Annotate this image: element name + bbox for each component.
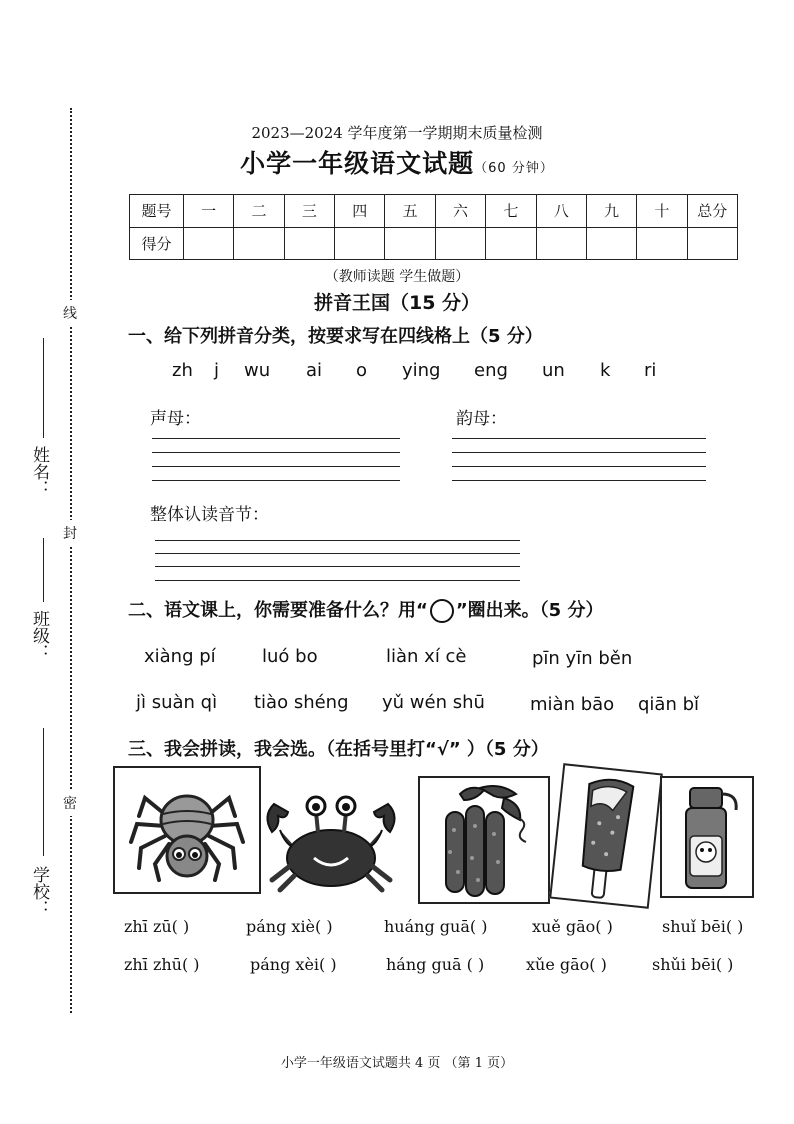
exam-term: 2023—2024 学年度第一学期期末质量检测 <box>251 124 543 142</box>
q2-title-part1: 二、语文课上，你需要准备什么？用“ <box>128 600 428 621</box>
q2-title <box>128 596 603 623</box>
school-field-label: 学校： <box>29 866 49 917</box>
spider-icon <box>115 768 259 892</box>
score-col: 二 <box>234 195 284 228</box>
q2-option[interactable]: xiàng pí <box>144 646 216 667</box>
cucumber-picture <box>418 776 550 904</box>
pinyin-item: wu <box>244 360 271 381</box>
score-col: 八 <box>536 195 586 228</box>
exam-duration: （60 分钟） <box>474 161 554 176</box>
popsicle-picture <box>549 763 663 909</box>
class-field-line[interactable] <box>43 538 44 602</box>
grid-line <box>155 566 520 567</box>
q3-answer-option[interactable]: zhī zhū( ) <box>124 955 200 974</box>
score-cell[interactable] <box>536 227 586 260</box>
q3-answer-option[interactable]: páng xiè( ) <box>246 917 333 936</box>
score-cell[interactable] <box>284 227 334 260</box>
q3-answer-option[interactable]: shuǐ bēi( ) <box>662 917 744 936</box>
pinyin-item: ying <box>402 360 441 381</box>
score-cell[interactable] <box>184 227 234 260</box>
score-row-label: 得分 <box>130 227 184 260</box>
grid-line <box>152 466 400 467</box>
score-table <box>129 194 738 260</box>
q3-answer-option[interactable]: xǔe gāo( ) <box>526 955 607 974</box>
initials-label: 声母： <box>150 409 201 429</box>
grid-line <box>155 553 520 554</box>
pinyin-item: o <box>356 360 368 381</box>
grid-line <box>152 452 400 453</box>
water-bottle-picture <box>660 776 754 898</box>
score-col: 十 <box>637 195 687 228</box>
whole-syllables-label: 整体认读音节： <box>150 505 269 525</box>
score-col: 三 <box>284 195 334 228</box>
q2-option[interactable]: luó bo <box>262 646 318 667</box>
q3-answer-option[interactable]: zhī zū( ) <box>124 917 190 936</box>
score-cell[interactable] <box>435 227 485 260</box>
grid-line <box>452 480 706 481</box>
score-cell[interactable] <box>486 227 536 260</box>
score-table-score-row <box>130 227 738 260</box>
school-field-line[interactable] <box>43 728 44 856</box>
seal-char-seal: 封 <box>63 520 77 546</box>
name-field-label: 姓名： <box>29 446 49 497</box>
score-col: 一 <box>184 195 234 228</box>
page-footer: 小学一年级语文试题共 4 页 （第 1 页） <box>280 1056 514 1071</box>
q1-pinyin-row <box>172 360 672 382</box>
q2-option[interactable]: miàn bāo <box>530 694 615 715</box>
name-field-line[interactable] <box>43 338 44 438</box>
seal-char-secret: 密 <box>63 790 77 816</box>
exam-title-row <box>0 144 794 180</box>
grid-line <box>452 466 706 467</box>
pinyin-item: k <box>600 360 611 381</box>
q2-option[interactable]: yǔ wén shū <box>382 692 485 713</box>
score-col: 四 <box>335 195 385 228</box>
water-bottle-icon <box>662 778 752 896</box>
section-title: 拼音王国（15 分） <box>313 292 481 314</box>
score-col: 七 <box>486 195 536 228</box>
q2-option[interactable]: liàn xí cè <box>386 646 467 667</box>
pinyin-item: un <box>542 360 565 381</box>
q2-title-part2: ”圈出来。（5 分） <box>455 600 604 621</box>
grid-line <box>155 540 520 541</box>
q3-answer-option[interactable]: xuě gāo( ) <box>532 917 613 936</box>
binding-dotted-line <box>70 108 72 1013</box>
q3-answer-option[interactable]: huáng guā( ) <box>384 917 488 936</box>
q3-answer-option[interactable]: páng xèi( ) <box>250 955 337 974</box>
q2-option[interactable]: tiào shéng <box>254 692 349 713</box>
finals-four-line-grid[interactable] <box>452 438 706 484</box>
crab-icon <box>258 786 404 894</box>
score-col-total: 总分 <box>687 195 737 228</box>
crab-picture <box>258 786 404 894</box>
initials-four-line-grid[interactable] <box>152 438 400 484</box>
grid-line <box>452 438 706 439</box>
pinyin-item: zh <box>172 360 193 381</box>
score-cell[interactable] <box>586 227 636 260</box>
score-col: 六 <box>435 195 485 228</box>
score-cell-total[interactable] <box>687 227 737 260</box>
pinyin-item: ai <box>306 360 323 381</box>
score-cell[interactable] <box>335 227 385 260</box>
circle-icon <box>430 599 454 623</box>
score-cell[interactable] <box>637 227 687 260</box>
grid-line <box>155 580 520 581</box>
q3-answer-option[interactable]: háng guā ( ) <box>386 955 485 974</box>
q3-title: 三、我会拼读，我会选。（在括号里打“√” ）（5 分） <box>128 739 549 760</box>
grid-line <box>452 452 706 453</box>
score-cell[interactable] <box>234 227 284 260</box>
pinyin-item: ri <box>644 360 657 381</box>
popsicle-icon <box>551 765 660 906</box>
grid-line <box>152 480 400 481</box>
exam-title: 小学一年级语文试题 <box>240 149 475 178</box>
spider-picture <box>113 766 261 894</box>
cucumber-icon <box>420 778 548 902</box>
score-cell[interactable] <box>385 227 435 260</box>
score-col: 九 <box>586 195 636 228</box>
seal-char-line: 线 <box>63 300 77 326</box>
instruction-note: （教师读题 学生做题） <box>324 269 470 285</box>
q2-option[interactable]: qiān bǐ <box>638 694 700 715</box>
score-table-header-row <box>130 195 738 228</box>
score-col: 五 <box>385 195 435 228</box>
class-field-label: 班级： <box>29 610 49 661</box>
pinyin-item: eng <box>474 360 508 381</box>
q1-title: 一、给下列拼音分类，按要求写在四线格上（5 分） <box>128 326 543 347</box>
finals-label: 韵母： <box>456 409 507 429</box>
q3-answer-option[interactable]: shǔi bēi( ) <box>652 955 734 974</box>
pinyin-item: j <box>214 360 220 381</box>
grid-line <box>152 438 400 439</box>
score-row-label: 题号 <box>130 195 184 228</box>
q2-option[interactable]: jì suàn qì <box>136 692 218 713</box>
whole-syllables-four-line-grid[interactable] <box>155 540 520 586</box>
q2-option[interactable]: pīn yīn běn <box>532 648 633 669</box>
